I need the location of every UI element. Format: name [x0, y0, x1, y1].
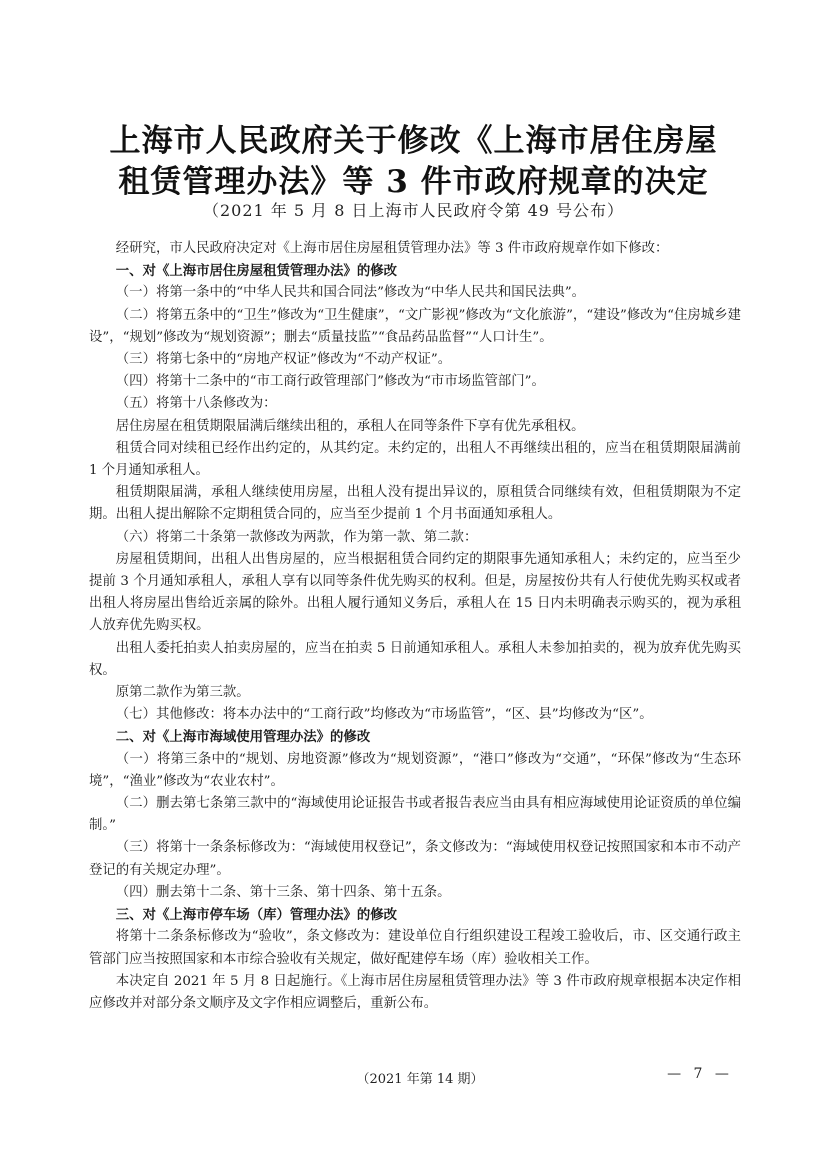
paragraph: （七）其他修改：将本办法中的“工商行政”均修改为“市场监管”，“区、县”均修改为“区”。	[115, 707, 653, 723]
paragraph: 出租人委托拍卖人拍卖房屋的，应当在拍卖 5 日前通知承租人。承租人未参加拍卖的，视为放弃优先购买权。	[89, 640, 741, 678]
paragraph: 经研究，市人民政府决定对《上海市居住房屋租赁管理办法》等 3 件市政府规章作如下修改：	[115, 241, 669, 256]
paragraph: （五）将第十八条修改为：	[115, 396, 277, 412]
document-subtitle: （2021 年 5 月 8 日上海市人民政府令第 49 号公布）	[202, 201, 625, 220]
paragraph: （三）将第十一条条标修改为：“海域使用权登记”，条文修改为：“海域使用权登记按照国家和本市不动产登记的有关规定办理”。	[89, 840, 741, 878]
paragraph: （一）将第一条中的“中华人民共和国合同法”修改为“中华人民共和国民法典”。	[115, 285, 586, 301]
document-title-line-2: 租赁管理办法》等 3 件市政府规章的决定	[118, 164, 709, 200]
paragraph: 租赁期限届满，承租人继续使用房屋，出租人没有提出异议的，原租赁合同继续有效，但租赁期限为不定期。出租人提出解除不定期租赁合同的，应当至少提前 1 个月书面通知承租人。	[89, 485, 741, 523]
document-title-line-1: 上海市人民政府关于修改《上海市居住房屋	[109, 123, 718, 159]
document-body	[89, 238, 741, 1015]
section-heading: 二、对《上海市海域使用管理办法》的修改	[115, 729, 371, 746]
section-heading: 一、对《上海市居住房屋租赁管理办法》的修改	[115, 263, 397, 280]
paragraph: （一）将第三条中的“规划、房地资源”修改为“规划资源”，“港口”修改为“交通”，“环保”修改为“生态环境”，“渔业”修改为“农业农村”。	[89, 751, 741, 789]
paragraph: 本决定自 2021 年 5 月 8 日起施行。《上海市居住房屋租赁管理办法》等 3 件市政府规章根据本决定作相应修改并对部分条文顺序及文字作相应调整后，重新公布。	[89, 973, 741, 1011]
page-number: — 7 —	[667, 1066, 733, 1082]
section-heading: 三、对《上海市停车场（库）管理办法》的修改	[115, 907, 397, 924]
paragraph: （三）将第七条中的“房地产权证”修改为“不动产权证”。	[115, 352, 452, 368]
paragraph: 将第十二条条标修改为“验收”，条文修改为：建设单位自行组织建设工程竣工验收后，市、区交通行政主管部门应当按照国家和本市综合验收有关规定，做好配建停车场（库）验收相关工作。	[89, 929, 741, 967]
paragraph: （二）删去第七条第三款中的“海域使用论证报告书或者报告表应当由具有相应海域使用论证资质的单位编制。”	[89, 796, 741, 834]
paragraph: （四）删去第十二条、第十三条、第十四条、第十五条。	[115, 884, 451, 900]
issue-number: （2021 年第 14 期）	[356, 1072, 484, 1087]
paragraph: 原第二款作为第三款。	[115, 685, 250, 701]
paragraph: （四）将第十二条中的“市工商行政管理部门”修改为“市市场监管部门”。	[115, 374, 545, 390]
paragraph: 居住房屋在租赁期限届满后继续出租的，承租人在同等条件下享有优先承租权。	[115, 418, 585, 434]
paragraph: （二）将第五条中的“卫生”修改为“卫生健康”，“文广影视”修改为“文化旅游”，“建设”修改为“住房城乡建设”，“规划”修改为“规划资源”；删去“质量技监”“食品药品监督”“人口计生”。	[89, 307, 741, 345]
paragraph: （六）将第二十条第一款修改为两款，作为第一款、第二款：	[115, 529, 478, 545]
paragraph: 租赁合同对续租已经作出约定的，从其约定。未约定的，出租人不再继续出租的，应当在租赁期限届满前 1 个月通知承租人。	[89, 440, 741, 479]
paragraph: 房屋租赁期间，出租人出售房屋的，应当根据租赁合同约定的期限事先通知承租人；未约定的，应当至少提前 3 个月通知承租人，承租人享有以同等条件优先购买的权利。但是，房屋按份共有人行使优先购买权或者出租人将房屋出售给近亲属的除外。出租人履行通知义务后，承租人在 15 日内未明确表示购买的，视为承租人放弃优先购买权。	[89, 551, 741, 634]
